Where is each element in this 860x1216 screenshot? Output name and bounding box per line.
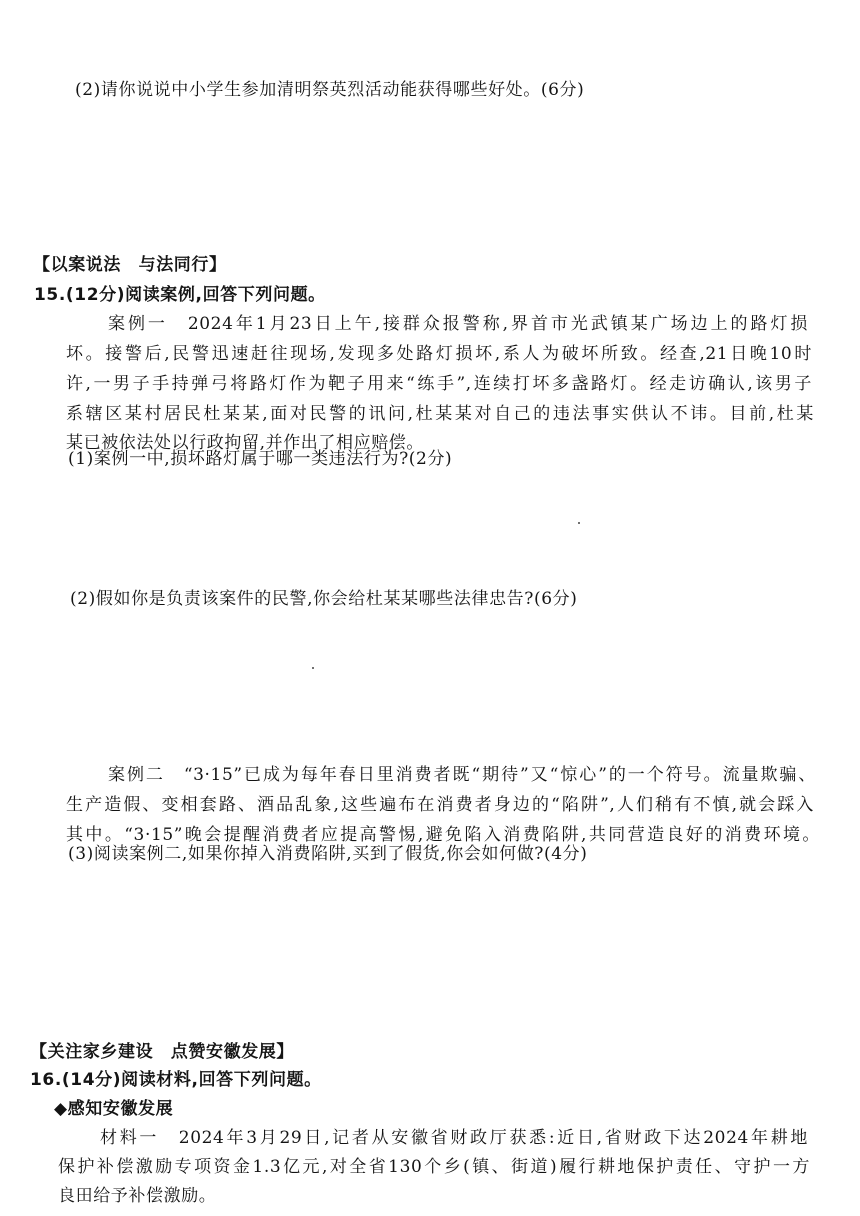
q16-material1-line3: 良田给予补偿激励。 bbox=[58, 1186, 217, 1206]
q16-stem: 16.(14分)阅读材料,回答下列问题。 bbox=[30, 1070, 322, 1090]
q16-material1-line1: 材料一 2024年3月29日,记者从安徽省财政厅获悉:近日,省财政下达2024年耕地 bbox=[100, 1128, 808, 1148]
q15-stem: 15.(12分)阅读案例,回答下列问题。 bbox=[34, 285, 326, 305]
q15-part2-question: (2)假如你是负责该案件的民警,你会给杜某某哪些法律忠告?(6分) bbox=[70, 589, 578, 609]
q15-case1-line4: 系辖区某村居民杜某某,面对民警的讯问,杜某某对自己的违法事实供认不讳。目前,杜某 bbox=[66, 404, 814, 424]
scan-speck bbox=[578, 522, 580, 524]
q14-part2-question: (2)请你说说中小学生参加清明祭英烈活动能获得哪些好处。(6分) bbox=[75, 80, 585, 100]
q15-case1-line5: 某已被依法处以行政拘留,并作出了相应赔偿。 bbox=[66, 433, 425, 453]
section-heading-law: 【以案说法 与法同行】 bbox=[33, 255, 227, 275]
q15-case2-line3: 其中。“3·15”晚会提醒消费者应提高警惕,避免陷入消费陷阱,共同营造良好的消费环境。 bbox=[66, 825, 820, 845]
q15-part1-question: (1)案例一中,损坏路灯属于哪一类违法行为?(2分) bbox=[68, 449, 453, 469]
q15-case1-line3: 许,一男子手持弹弓将路灯作为靶子用来“练手”,连续打坏多盏路灯。经走访确认,该男子 bbox=[66, 374, 812, 394]
q15-case2-line1: 案例二 “3·15”已成为每年春日里消费者既“期待”又“惊心”的一个符号。流量欺骗、 bbox=[108, 765, 816, 785]
section-heading-hometown: 【关注家乡建设 点赞安徽发展】 bbox=[30, 1042, 294, 1062]
q15-case1-line2: 坏。接警后,民警迅速赶往现场,发现多处路灯损坏,系人为破坏所致。经查,21日晚10时 bbox=[66, 344, 812, 364]
q15-case2-line2: 生产造假、变相套路、酒品乱象,这些遍布在消费者身边的“陷阱”,人们稍有不慎,就会踩入 bbox=[66, 795, 814, 815]
q15-case1-line1: 案例一 2024年1月23日上午,接群众报警称,界首市光武镇某广场边上的路灯损 bbox=[108, 314, 808, 334]
q16-subheading: ◆感知安徽发展 bbox=[54, 1099, 174, 1119]
scan-speck bbox=[312, 667, 314, 669]
q16-material1-line2: 保护补偿激励专项资金1.3亿元,对全省130个乡(镇、街道)履行耕地保护责任、守护一方 bbox=[58, 1157, 810, 1177]
q15-part3-question: (3)阅读案例二,如果你掉入消费陷阱,买到了假货,你会如何做?(4分) bbox=[68, 844, 588, 864]
